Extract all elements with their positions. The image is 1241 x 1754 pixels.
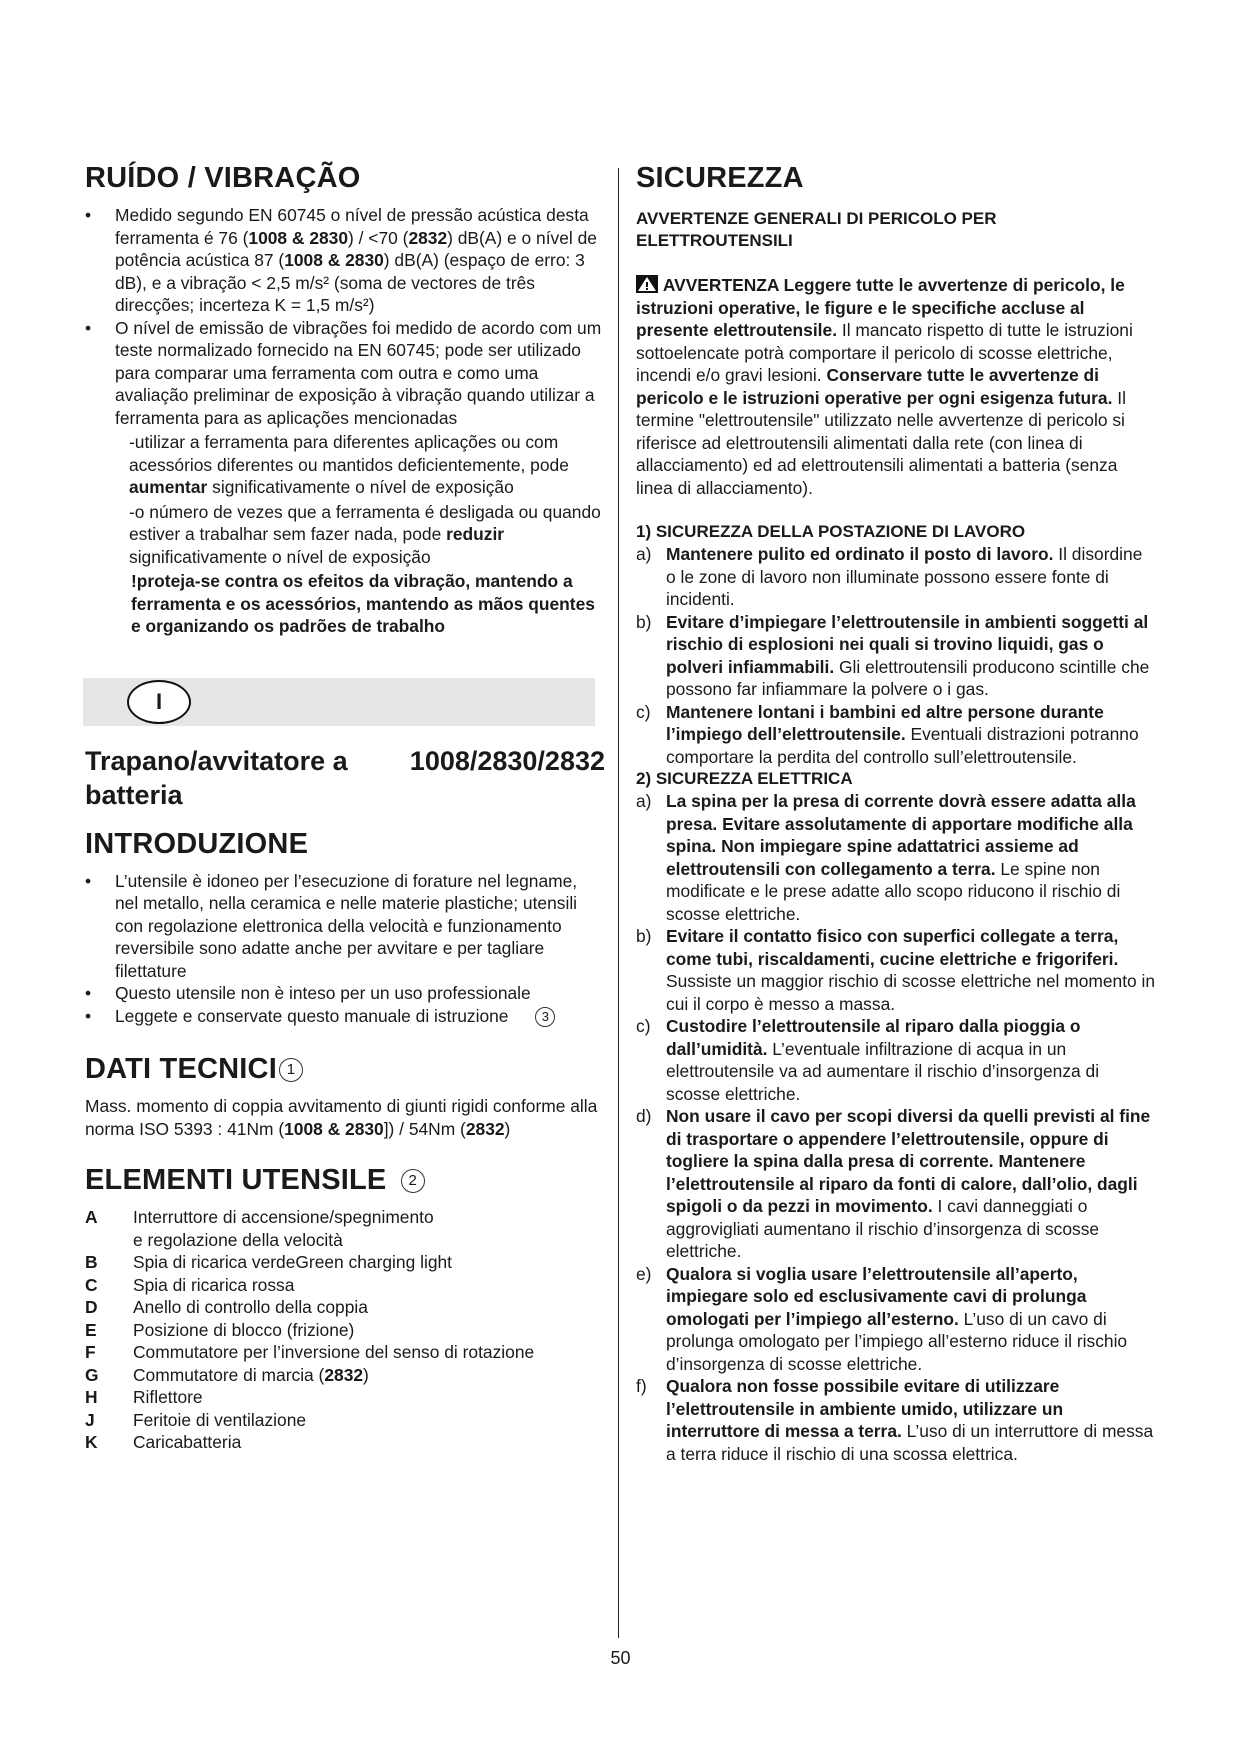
section-title-intro: INTRODUZIONE bbox=[85, 827, 309, 860]
list-item: F Commutatore per l’inversione del senso di rotazione bbox=[85, 1342, 535, 1362]
list-item: • L’utensile è idoneo per l’esecuzione di forature nel legname, nel metallo, nella ceramica e nelle materie plastiche; utensili con regolazione elettronica della velocità e funzionamento reversibile sono adatte anche per avvitare e per tagliare filettature bbox=[85, 870, 578, 981]
list-item: B Spia di ricarica verdeGreen charging light bbox=[85, 1252, 452, 1272]
intro-bullets bbox=[85, 870, 605, 1028]
list-item: a) La spina per la presa di corrente dovrà essere adatta alla presa. Evitare assolutamente di apportare modifiche alla spina. Non impiegare spine adattatrici assieme ad elettroutensili con collegamento a terra. Le spine non modificate e le prese adatte allo scopo riducono il rischio di scosse elettriche. bbox=[636, 791, 1136, 924]
list-item: • O nível de emissão de vibrações foi medido de acordo com um teste normalizado fornecido na EN 60745; pode ser utilizado para comparar uma ferramenta com outra e como uma avaliação preliminar de exposição à vibração quando utilizar a ferramenta para as aplicações mencionadas bbox=[85, 317, 602, 428]
electrical-safety-heading: 2) SICUREZZA ELETTRICA bbox=[636, 769, 853, 788]
noise-bullets bbox=[85, 204, 605, 429]
warning-icon bbox=[636, 275, 658, 293]
list-item: • Leggete e conservate questo manuale di istruzione 3 bbox=[85, 1005, 605, 1028]
product-name: Trapano/avvitatore a batteria bbox=[85, 745, 348, 810]
list-item: • Questo utensile non è inteso per un uso professionale bbox=[85, 983, 531, 1003]
right-column bbox=[636, 160, 1156, 1465]
language-badge: I bbox=[127, 680, 191, 724]
section-title-noise: RUÍDO / VIBRAÇÃO bbox=[85, 162, 361, 194]
page-number: 50 bbox=[610, 1648, 631, 1668]
list-item: f) Qualora non fosse possibile evitare di utilizzare l’elettroutensile in ambiente umido, utilizzare un interruttore di messa a terra. L’uso di un interruttore di messa a terra riduce il rischio di una scossa elettrica. bbox=[636, 1376, 1154, 1464]
list-item: a) Mantenere pulito ed ordinato il posto di lavoro. Il disordine o le zone di lavoro non illuminate possono essere fonte di incidenti. bbox=[636, 544, 1143, 609]
list-item: c) Custodire l’elettroutensile al riparo dalla pioggia o dall’umidità. L’eventuale infiltrazione di acqua in un elettroutensile va ad aumentare il rischio d’insorgenza di scosse elettriche. bbox=[636, 1016, 1100, 1104]
vibration-warning: !proteja-se contra os efeitos da vibração, mantendo a ferramenta e os acessórios, mantendo as mãos quentes e organizando os padrões de trabalho bbox=[131, 571, 595, 636]
list-item: D Anello di controllo della coppia bbox=[85, 1297, 368, 1317]
list-item: G Commutatore di marcia (2832) bbox=[85, 1364, 369, 1385]
list-item: K Caricabatteria bbox=[85, 1432, 242, 1452]
list-item: b) Evitare d’impiegare l’elettroutensile in ambienti soggetti al rischio di esplosioni nei quali si trovino liquidi, gas o polveri infiammabili. Gli elettroutensili producono scintille che possono far infiammare la polvere o i gas. bbox=[636, 611, 1150, 699]
figure-ref-icon: 3 bbox=[535, 1007, 555, 1027]
section-title-safety: SICUREZZA bbox=[636, 162, 804, 194]
section-title-tech: DATI TECNICI 1 bbox=[85, 1051, 605, 1087]
list-item: c) Mantenere lontani i bambini ed altre persone durante l’impiego dell’elettroutensile. Eventuali distrazioni potranno comportare la perdita del controllo sull’elettroutensile. bbox=[636, 701, 1139, 767]
list-item: e regolazione della velocità bbox=[133, 1229, 343, 1250]
list-item: C Spia di ricarica rossa bbox=[85, 1274, 295, 1295]
figure-ref-icon: 1 bbox=[279, 1058, 303, 1082]
figure-ref-icon: 2 bbox=[401, 1169, 425, 1193]
list-item: b) Evitare il contatto fisico con superfici collegate a terra, come tubi, riscaldamenti, cucine elettriche e frigoriferi. Sussiste un maggior rischio di scosse elettriche nel momento in cui il corpo è messo a massa. bbox=[636, 926, 1156, 1014]
safety-subtitle: AVVERTENZE GENERALI DI PERICOLO PER ELETTROUTENSILI bbox=[636, 209, 997, 250]
list-item: • Medido segundo EN 60745 o nível de pressão acústica desta ferramenta é 76 (1008 & 2830) / <70 (2832) dB(A) e o nível de potência acústica 87 (1008 & 2830) dB(A) (espaço de erro: 3 dB), e a vibração < 2,5 m/s² (soma de vectores de três direcções; incerteza K = 1,5 m/s²) bbox=[85, 205, 597, 315]
dash-item: -utilizar a ferramenta para diferentes aplicações ou com acessórios diferentes ou mantidos deficientemente, pode aumentar significativamente o nível de exposição bbox=[129, 432, 569, 497]
product-models: 1008/2830/2832 bbox=[409, 745, 605, 776]
list-item: H Riflettore bbox=[85, 1387, 203, 1407]
list-item: J Feritoie di ventilazione bbox=[85, 1409, 307, 1430]
list-item: e) Qualora si voglia usare l’elettroutensile all’aperto, impiegare solo ed esclusivamente cavi di prolunga omologati per l’impiego all’esterno. L’uso di un cavo di prolunga omologato per l’impiego all’esterno riduce il rischio d’insorgenza di scosse elettriche. bbox=[636, 1263, 1128, 1374]
list-item: E Posizione di blocco (frizione) bbox=[85, 1319, 355, 1340]
general-warning: AVVERTENZA Leggere tutte le avvertenze di pericolo, le istruzioni operative, le figure e le specifiche accluse al presente elettroutensile. Il mancato rispetto di tutte le istruzioni sottoelencate potrà comportare il pericolo di scosse elettriche, incendi e/o gravi lesioni. Conservare tutte le avvertenze di pericolo e le istruzioni operative per ogni esigenza futura. Il termine "elettroutensile" utilizzato nelle avvertenze di pericolo si riferisce ad elettroutensili alimentati dalla rete (con linea di allacciamento) ed ad elettroutensili alimentati a batteria (senza linea di allacciamento). bbox=[636, 275, 1133, 498]
workplace-safety-heading: 1) SICUREZZA DELLA POSTAZIONE DI LAVORO bbox=[636, 522, 1026, 541]
section-title-elements: ELEMENTI UTENSILE 2 bbox=[85, 1162, 605, 1198]
elements-list bbox=[85, 1206, 605, 1454]
product-title bbox=[85, 744, 605, 812]
dash-item: -o número de vezes que a ferramenta é desligada ou quando estiver a trabalhar sem fazer nada, pode reduzir significativamente o nível de exposição bbox=[129, 501, 601, 567]
list-item: d) Non usare il cavo per scopi diversi da quelli previsti al fine di trasportare o appendere l’elettroutensile, oppure di togliere la spina dalla presa di corrente. Mantenere l’elettroutensile al riparo da fonti di calore, dall’olio, dagli spigoli o da pezzi in movimento. I cavi danneggiati o aggrovigliati aumentano il rischio d’insorgenza di scosse elettriche. bbox=[636, 1106, 1151, 1261]
language-band bbox=[83, 678, 595, 726]
tech-data: Mass. momento di coppia avvitamento di giunti rigidi conforme alla norma ISO 5393 : 41Nm (1008 & 2830]) / 54Nm (2832) bbox=[85, 1096, 598, 1139]
column-divider bbox=[618, 168, 619, 1638]
left-column bbox=[85, 160, 605, 1454]
list-item: A Interruttore di accensione/spegnimento bbox=[85, 1207, 434, 1227]
